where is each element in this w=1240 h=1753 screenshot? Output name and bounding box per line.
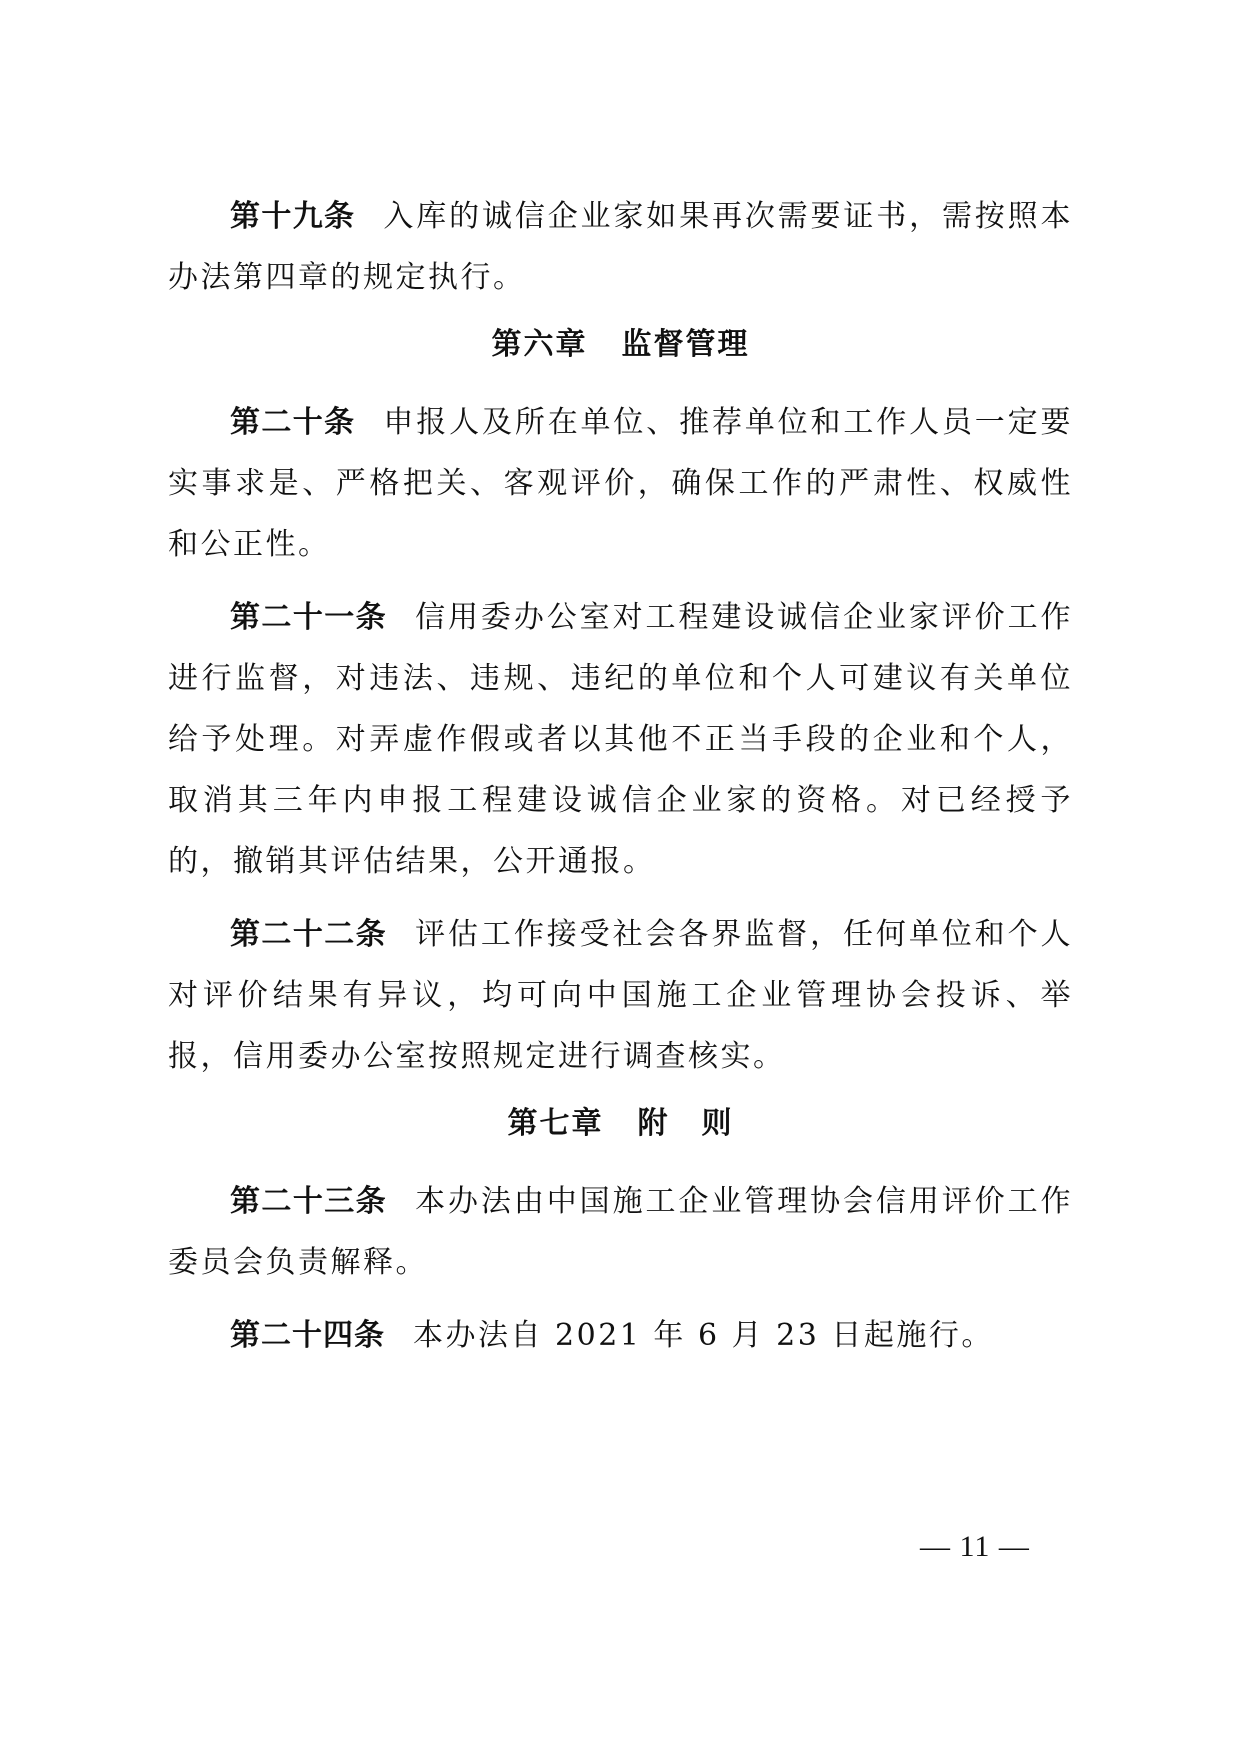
article-number: 第二十三条 bbox=[230, 1184, 388, 1219]
page-number: — 11 — bbox=[920, 1530, 1030, 1563]
article-number: 第二十二条 bbox=[230, 917, 388, 952]
document-body bbox=[168, 186, 1073, 1378]
article-20 bbox=[168, 392, 1073, 575]
article-text: 本办法由中国施工企业管理协会信用评价工作委员会负责解释。 bbox=[168, 1184, 1074, 1280]
article-21 bbox=[168, 587, 1073, 892]
article-22 bbox=[168, 904, 1073, 1087]
article-text: 申报人及所在单位、推荐单位和工作人员一定要实事求是、严格把关、客观评价，确保工作的严肃性、权威性和公正性。 bbox=[168, 405, 1074, 562]
article-text: 信用委办公室对工程建设诚信企业家评价工作进行监督，对违法、违规、违纪的单位和个人可建议有关单位给予处理。对弄虚作假或者以其他不正当手段的企业和个人，取消其三年内申报工程建设诚信企业家的资格。对已经授予的，撤销其评估结果，公开通报。 bbox=[168, 600, 1074, 879]
article-number: 第二十条 bbox=[230, 405, 356, 440]
article-text: 本办法自 2021 年 6 月 23 日起施行。 bbox=[413, 1318, 994, 1353]
chapter-number: 第七章 bbox=[507, 1106, 604, 1141]
article-19 bbox=[168, 186, 1073, 308]
article-number: 第十九条 bbox=[230, 199, 356, 234]
article-number: 第二十一条 bbox=[230, 600, 388, 635]
chapter-title: 监督管理 bbox=[621, 327, 750, 362]
chapter-title: 附 则 bbox=[637, 1106, 734, 1141]
article-number: 第二十四条 bbox=[230, 1318, 385, 1353]
chapter-6-heading bbox=[168, 320, 1073, 370]
chapter-number: 第六章 bbox=[491, 327, 588, 362]
chapter-7-heading bbox=[168, 1099, 1073, 1149]
article-23 bbox=[168, 1171, 1073, 1293]
article-text: 评估工作接受社会各界监督，任何单位和个人对评价结果有异议，均可向中国施工企业管理协会投诉、举报，信用委办公室按照规定进行调查核实。 bbox=[168, 917, 1074, 1074]
article-24 bbox=[168, 1305, 1073, 1366]
article-text: 入库的诚信企业家如果再次需要证书，需按照本办法第四章的规定执行。 bbox=[168, 199, 1074, 295]
